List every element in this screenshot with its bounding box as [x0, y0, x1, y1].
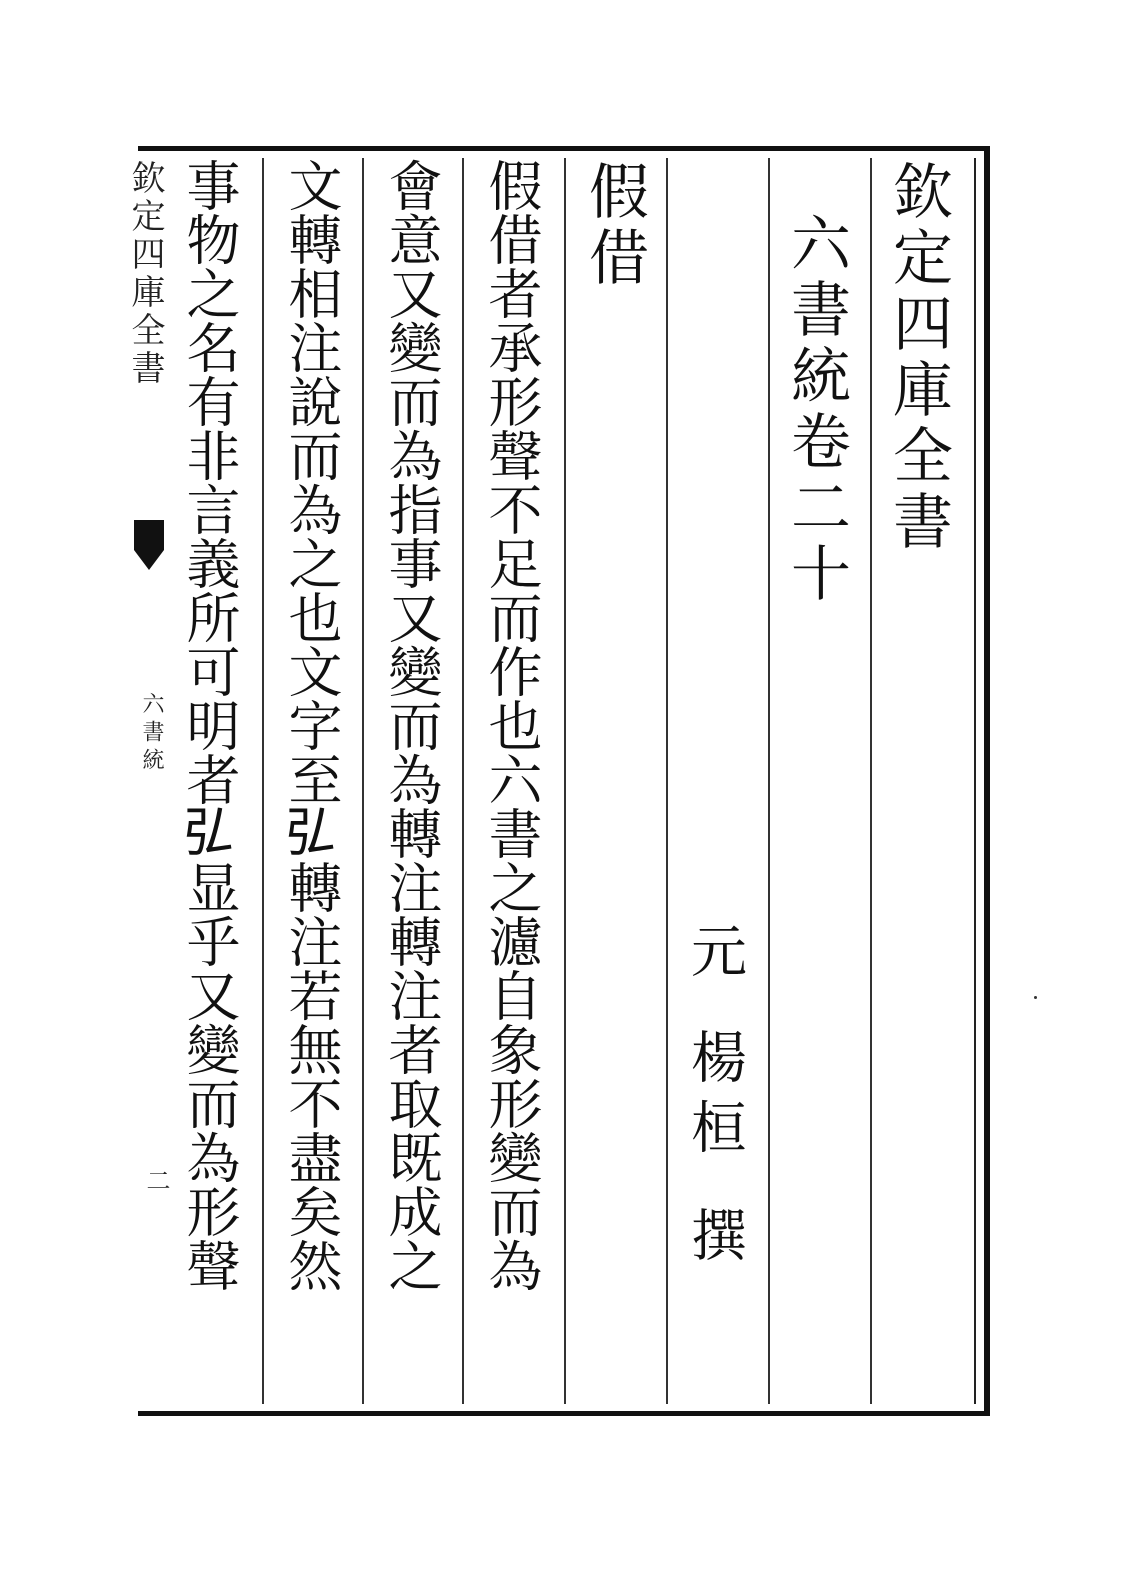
body-line: 文轉相注說而為之也文字至𢎞轉注若無不盡矣然	[280, 158, 343, 1292]
column-rule	[462, 158, 464, 1404]
column-rule	[564, 158, 566, 1404]
author-dynasty: 元	[682, 922, 747, 984]
frame-inner-border	[974, 158, 976, 1404]
body-line: 事物之名有非言義所可明者𢎞显乎又變而為形聲	[178, 158, 241, 1292]
margin-running-title: 欽定四庫全書	[125, 160, 165, 388]
margin-page-number: 二	[142, 1168, 170, 1192]
margin-book-title: 六書統	[139, 692, 164, 776]
column-rule	[362, 158, 364, 1404]
column-rule	[870, 158, 872, 1404]
column-rule	[768, 158, 770, 1404]
collection-title: 欽定四庫全書	[883, 160, 953, 556]
body-line: 會意又變而為指事又變而為轉注轉注者取既成之	[380, 158, 443, 1292]
volume-title: 六書統卷二十	[781, 212, 851, 608]
body-line: 假借者承形聲不足而作也六書之濾自象形變而為	[480, 158, 543, 1292]
column-rule	[262, 158, 264, 1404]
section-heading: 假借	[579, 160, 649, 292]
author-name: 楊桓	[682, 1028, 747, 1168]
author-role: 撰	[682, 1206, 747, 1268]
column-rule	[666, 158, 668, 1404]
ink-speck	[1034, 996, 1037, 999]
